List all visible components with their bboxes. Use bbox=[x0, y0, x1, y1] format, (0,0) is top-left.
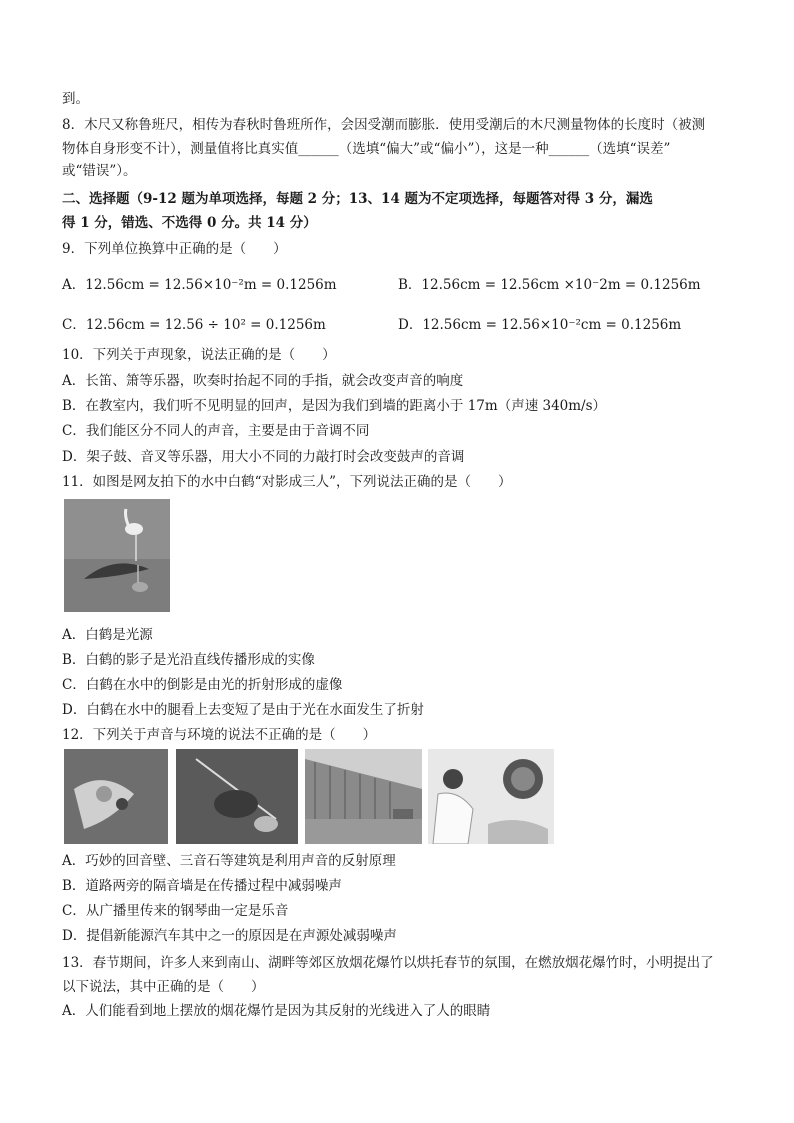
violin-photo bbox=[176, 749, 298, 844]
section-heading-line-2: 得 1 分，错选、不选得 0 分。共 14 分） bbox=[62, 215, 317, 231]
question-11-option-d: D．白鹤在水中的腿看上去变短了是由于光在水面发生了折射 bbox=[62, 702, 424, 718]
question-10-option-d: D．架子鼓、音叉等乐器，用大小不同的力敲打时会改变鼓声的音调 bbox=[62, 449, 465, 465]
question-8-line-2: 物体自身形变不计），测量值将比真实值______（选填“偏大”或“偏小”），这是一种______（选填“误差” bbox=[62, 141, 671, 157]
echo-wall-photo bbox=[64, 749, 168, 844]
question-9-option-d: D．12.56cm = 12.56×10⁻²cm = 0.1256m bbox=[398, 317, 682, 333]
sound-barrier-photo bbox=[305, 749, 422, 844]
question-8-line-1: 8．木尺又称鲁班尺，相传为春秋时鲁班所作，会因受潮而膨胀．使用受潮后的木尺测量物体的长度时（被测 bbox=[62, 117, 706, 133]
question-9-option-a: A．12.56cm = 12.56×10⁻²m = 0.1256m bbox=[62, 277, 337, 293]
question-13-stem-line-2: 以下说法，其中正确的是（ ） bbox=[62, 979, 265, 995]
question-10-option-b: B．在教室内，我们听不见明显的回声，是因为我们到墙的距离小于 17m（声速 340m/s） bbox=[62, 398, 607, 414]
question-9-option-b: B．12.56cm = 12.56cm ×10⁻2m = 0.1256m bbox=[398, 277, 701, 293]
question-11-option-a: A．白鹤是光源 bbox=[62, 627, 153, 643]
crane-photo bbox=[64, 499, 170, 612]
question-11-option-c: C．白鹤在水中的倒影是由光的折射形成的虚像 bbox=[62, 677, 343, 693]
question-12-option-a: A．巧妙的回音壁、三音石等建筑是利用声音的反射原理 bbox=[62, 853, 396, 869]
question-9-option-c: C．12.56cm = 12.56 ÷ 10² = 0.1256m bbox=[62, 317, 326, 333]
question-11-option-b: B．白鹤的影子是光沿直线传播形成的实像 bbox=[62, 652, 315, 668]
question-8-line-3: 或“错误”）。 bbox=[62, 163, 137, 179]
question-13-stem-line-1: 13．春节期间，许多人来到南山、湖畔等郊区放烟花爆竹以烘托春节的氛围，在燃放烟花爆竹时，小明提出了 bbox=[62, 955, 714, 971]
question-10-option-c: C．我们能区分不同人的声音，主要是由于音调不同 bbox=[62, 423, 370, 439]
section-heading-line-1: 二、选择题（9-12 题为单项选择，每题 2 分；13、14 题为不定项选择，每题答对得 3 分，漏选 bbox=[62, 191, 653, 207]
text-line: 到。 bbox=[62, 91, 89, 107]
question-12-option-c: C．从广播里传来的钢琴曲一定是乐音 bbox=[62, 903, 289, 919]
question-12-option-d: D．提倡新能源汽车其中之一的原因是在声源处减弱噪声 bbox=[62, 928, 397, 944]
question-13-option-a: A．人们能看到地上摆放的烟花爆竹是因为其反射的光线进入了人的眼睛 bbox=[62, 1003, 491, 1019]
question-11-stem: 11．如图是网友拍下的水中白鹤“对影成三人”，下列说法正确的是（ ） bbox=[62, 474, 512, 490]
question-10-stem: 10．下列关于声现象，说法正确的是（ ） bbox=[62, 347, 336, 363]
question-12-stem: 12．下列关于声音与环境的说法不正确的是（ ） bbox=[62, 727, 377, 743]
question-12-option-b: B．道路两旁的隔音墙是在传播过程中减弱噪声 bbox=[62, 878, 342, 894]
question-9-stem: 9．下列单位换算中正确的是（ ） bbox=[62, 241, 287, 257]
question-10-option-a: A．长笛、箫等乐器，吹奏时抬起不同的手指，就会改变声音的响度 bbox=[62, 373, 464, 389]
ultrasound-photo bbox=[428, 749, 554, 844]
